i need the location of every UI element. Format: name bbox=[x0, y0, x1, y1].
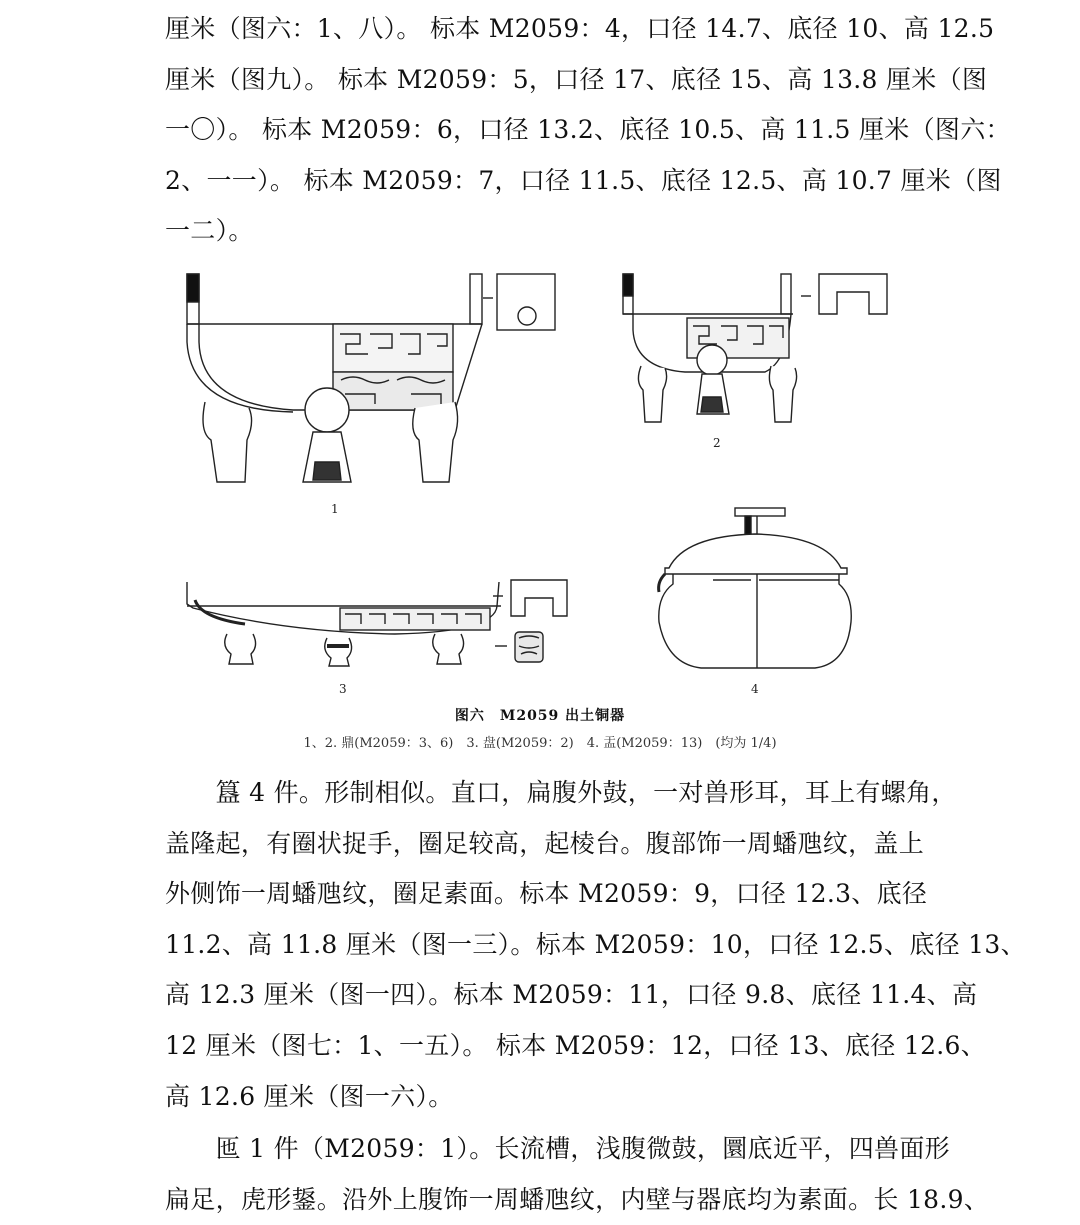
ding-2-drawing bbox=[623, 274, 797, 422]
paragraph-yi bbox=[165, 1124, 990, 1225]
figure-caption-legend: 1、2. 鼎(M2059：3、6) 3. 盘(M2059：2) 4. 盂(M2059：13) (均为 1/4) bbox=[303, 736, 777, 751]
text-line: 一〇）。 标本 M2059：6，口径 13.2、底径 10.5、高 11.5 厘米（图六： bbox=[165, 115, 1011, 145]
text-line: 厘米（图九）。 标本 M2059：5，口径 17、底径 15、高 13.8 厘米（图 bbox=[165, 64, 988, 94]
text-line: 高 12.6 厘米（图一六）。 bbox=[165, 1081, 454, 1111]
text-line: 高 12.3 厘米（图一四）。标本 M2059：11，口径 9.8、底径 11.4、高 bbox=[165, 980, 978, 1010]
text-line: 外侧饰一周蟠虺纹，圈足素面。标本 M2059：9，口径 12.3、底径 bbox=[165, 879, 928, 909]
text-line: 匜 1 件（M2059：1）。长流槽，浅腹微鼓，圜底近平，四兽面形 bbox=[165, 1134, 950, 1163]
figure-label-3: 3 bbox=[339, 682, 347, 696]
pan-3-drawing bbox=[187, 582, 501, 666]
ding-1-drawing bbox=[187, 274, 482, 482]
text-line: 厘米（图六：1、八）。 标本 M2059：4，口径 14.7、底径 10、高 12.5 bbox=[165, 14, 995, 43]
figure-label-1: 1 bbox=[331, 502, 339, 516]
text-line: 2、一一）。 标本 M2059：7，口径 11.5、底径 12.5、高 10.7 厘米（图 bbox=[165, 165, 1002, 195]
text-line: 盖隆起，有圈状捉手，圈足较高，起棱台。腹部饰一周蟠虺纹，盖上 bbox=[165, 828, 925, 858]
text-line: 一二）。 bbox=[165, 216, 254, 246]
yu-4-drawing bbox=[659, 508, 852, 668]
text-line: 11.2、高 11.8 厘米（图一三）。标本 M2059：10，口径 12.5、底径 13、 bbox=[165, 929, 1026, 959]
figure-bronze-vessels bbox=[165, 262, 915, 762]
figure-label-4: 4 bbox=[751, 682, 759, 696]
figure-label-2: 2 bbox=[713, 436, 721, 450]
text-line: 扁足，虎形鋬。沿外上腹饰一周蟠虺纹，内壁与器底均为素面。长 18.9、 bbox=[165, 1184, 990, 1214]
paragraph-ding-specimens bbox=[165, 4, 1011, 257]
text-line: 簋 4 件。形制相似。直口，扁腹外鼓，一对兽形耳，耳上有螺角， bbox=[165, 778, 957, 807]
text-line: 12 厘米（图七：1、一五）。 标本 M2059：12，口径 13、底径 12.6、 bbox=[165, 1030, 987, 1060]
ornament-detail bbox=[515, 632, 543, 662]
paragraph-gui bbox=[165, 768, 1026, 1122]
figure-drawings bbox=[165, 262, 915, 702]
figure-caption-title: 图六 M2059 出土铜器 bbox=[454, 708, 626, 724]
